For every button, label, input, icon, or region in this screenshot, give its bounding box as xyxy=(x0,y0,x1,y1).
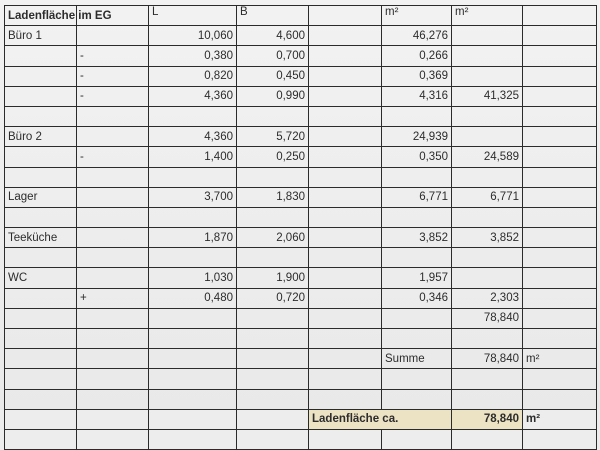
area-cell[interactable]: 3,852 xyxy=(382,228,452,248)
sign-cell[interactable]: - xyxy=(77,147,149,167)
empty-cell[interactable] xyxy=(452,389,523,409)
room-name-cell[interactable]: WC xyxy=(5,268,77,288)
final-area-label[interactable]: Ladenfläche ca. xyxy=(309,409,452,429)
empty-cell[interactable] xyxy=(452,429,523,449)
room-name-cell[interactable] xyxy=(5,248,77,268)
room-total-cell[interactable] xyxy=(452,26,523,46)
table-row xyxy=(5,207,597,227)
empty-cell[interactable] xyxy=(309,207,382,227)
area-cell[interactable] xyxy=(382,106,452,126)
final-area-row xyxy=(5,409,597,429)
room-name-cell[interactable] xyxy=(5,167,77,187)
room-total-cell[interactable]: 3,852 xyxy=(452,228,523,248)
empty-cell[interactable] xyxy=(523,389,597,409)
sign-cell[interactable]: - xyxy=(77,86,149,106)
empty-cell[interactable] xyxy=(309,369,382,389)
width-cell[interactable] xyxy=(237,329,309,349)
empty-cell[interactable] xyxy=(309,127,382,147)
empty-cell[interactable] xyxy=(523,308,597,328)
empty-cell[interactable] xyxy=(77,349,149,369)
area-cell[interactable]: 1,957 xyxy=(382,268,452,288)
table-row xyxy=(5,86,597,106)
empty-cell[interactable] xyxy=(523,268,597,288)
sum-unit[interactable]: m² xyxy=(523,349,597,369)
empty-cell[interactable] xyxy=(309,66,382,86)
table-title[interactable]: Ladenfläche im EG xyxy=(5,6,77,26)
table-row xyxy=(5,308,597,328)
length-cell[interactable]: 1,870 xyxy=(149,228,237,248)
empty-cell[interactable] xyxy=(382,369,452,389)
room-name-cell[interactable] xyxy=(5,207,77,227)
header-cell-empty[interactable] xyxy=(309,6,382,26)
table-row xyxy=(5,228,597,248)
length-cell[interactable]: 1,400 xyxy=(149,147,237,167)
length-cell[interactable]: 4,360 xyxy=(149,86,237,106)
empty-cell[interactable] xyxy=(523,369,597,389)
empty-cell[interactable] xyxy=(237,429,309,449)
width-cell[interactable]: 0,250 xyxy=(237,147,309,167)
width-cell[interactable]: 0,700 xyxy=(237,46,309,66)
header-total-unit[interactable]: m² xyxy=(452,6,523,26)
empty-cell[interactable] xyxy=(237,409,309,429)
room-total-cell[interactable] xyxy=(452,329,523,349)
sign-cell[interactable]: + xyxy=(77,288,149,308)
length-cell[interactable]: 1,030 xyxy=(149,268,237,288)
sign-cell[interactable] xyxy=(77,106,149,126)
table-row xyxy=(5,106,597,126)
room-total-cell[interactable] xyxy=(452,127,523,147)
table-row xyxy=(5,248,597,268)
sign-cell[interactable] xyxy=(77,127,149,147)
area-cell[interactable] xyxy=(382,207,452,227)
empty-cell[interactable] xyxy=(237,369,309,389)
room-name-cell[interactable] xyxy=(5,106,77,126)
table-row xyxy=(5,46,597,66)
width-cell[interactable] xyxy=(237,207,309,227)
length-cell[interactable]: 0,820 xyxy=(149,66,237,86)
header-cell-empty[interactable] xyxy=(523,6,597,26)
width-cell[interactable] xyxy=(237,308,309,328)
room-total-cell[interactable]: 6,771 xyxy=(452,187,523,207)
area-cell[interactable]: 6,771 xyxy=(382,187,452,207)
empty-cell[interactable] xyxy=(523,106,597,126)
room-total-cell[interactable] xyxy=(452,106,523,126)
area-cell[interactable]: 0,369 xyxy=(382,66,452,86)
empty-cell[interactable] xyxy=(309,389,382,409)
room-name-cell[interactable] xyxy=(5,329,77,349)
empty-cell[interactable] xyxy=(309,147,382,167)
table-row xyxy=(5,127,597,147)
empty-cell[interactable] xyxy=(309,429,382,449)
empty-cell[interactable] xyxy=(523,127,597,147)
table-row xyxy=(5,26,597,46)
sign-cell[interactable]: - xyxy=(77,66,149,86)
table-row xyxy=(5,429,597,449)
empty-cell[interactable] xyxy=(523,66,597,86)
empty-cell[interactable] xyxy=(237,349,309,369)
area-cell[interactable]: 0,346 xyxy=(382,288,452,308)
empty-cell[interactable] xyxy=(149,349,237,369)
empty-cell[interactable] xyxy=(523,46,597,66)
area-cell[interactable]: 46,276 xyxy=(382,26,452,46)
empty-cell[interactable] xyxy=(309,46,382,66)
header-row xyxy=(5,6,597,26)
header-width[interactable]: B xyxy=(237,6,309,26)
sign-cell[interactable] xyxy=(77,207,149,227)
room-total-cell[interactable] xyxy=(452,66,523,86)
sign-cell[interactable] xyxy=(77,248,149,268)
table-row xyxy=(5,268,597,288)
room-name-cell[interactable] xyxy=(5,86,77,106)
sign-cell[interactable]: - xyxy=(77,46,149,66)
room-total-cell[interactable]: 2,303 xyxy=(452,288,523,308)
empty-cell[interactable] xyxy=(309,268,382,288)
room-total-cell[interactable]: 24,589 xyxy=(452,147,523,167)
length-cell[interactable] xyxy=(149,308,237,328)
length-cell[interactable] xyxy=(149,167,237,187)
room-total-cell[interactable]: 41,325 xyxy=(452,86,523,106)
empty-cell[interactable] xyxy=(77,409,149,429)
width-cell[interactable]: 0,450 xyxy=(237,66,309,86)
width-cell[interactable] xyxy=(237,106,309,126)
width-cell[interactable]: 0,990 xyxy=(237,86,309,106)
sum-label[interactable]: Summe xyxy=(382,349,452,369)
empty-cell[interactable] xyxy=(523,329,597,349)
length-cell[interactable] xyxy=(149,106,237,126)
room-name-cell[interactable]: Büro 1 xyxy=(5,26,77,46)
sign-cell[interactable] xyxy=(77,329,149,349)
empty-cell[interactable] xyxy=(309,26,382,46)
length-cell[interactable]: 10,060 xyxy=(149,26,237,46)
room-name-cell[interactable]: Teeküche xyxy=(5,228,77,248)
width-cell[interactable]: 5,720 xyxy=(237,127,309,147)
empty-cell[interactable] xyxy=(5,429,77,449)
empty-cell[interactable] xyxy=(309,167,382,187)
sign-cell[interactable] xyxy=(77,26,149,46)
table-row xyxy=(5,167,597,187)
empty-cell[interactable] xyxy=(77,429,149,449)
empty-cell[interactable] xyxy=(5,409,77,429)
table-row xyxy=(5,187,597,207)
table-row xyxy=(5,288,597,308)
empty-cell[interactable] xyxy=(309,329,382,349)
empty-cell[interactable] xyxy=(5,369,77,389)
room-name-cell[interactable] xyxy=(5,66,77,86)
empty-cell[interactable] xyxy=(5,349,77,369)
width-cell[interactable]: 0,720 xyxy=(237,288,309,308)
width-cell[interactable]: 1,830 xyxy=(237,187,309,207)
empty-cell[interactable] xyxy=(309,248,382,268)
area-cell[interactable] xyxy=(382,329,452,349)
header-area-unit[interactable]: m² xyxy=(382,6,452,26)
sign-cell[interactable] xyxy=(77,308,149,328)
room-total-cell[interactable] xyxy=(452,248,523,268)
empty-cell[interactable] xyxy=(149,429,237,449)
length-cell[interactable] xyxy=(149,329,237,349)
width-cell[interactable]: 1,900 xyxy=(237,268,309,288)
sign-cell[interactable] xyxy=(77,167,149,187)
area-cell[interactable] xyxy=(382,248,452,268)
area-cell[interactable]: 0,266 xyxy=(382,46,452,66)
empty-cell[interactable] xyxy=(523,429,597,449)
empty-cell[interactable] xyxy=(523,187,597,207)
empty-cell[interactable] xyxy=(309,228,382,248)
area-cell[interactable] xyxy=(382,308,452,328)
sign-cell[interactable] xyxy=(77,228,149,248)
empty-cell[interactable] xyxy=(309,308,382,328)
empty-cell[interactable] xyxy=(149,369,237,389)
room-name-cell[interactable]: Büro 2 xyxy=(5,127,77,147)
empty-cell[interactable] xyxy=(452,369,523,389)
width-cell[interactable] xyxy=(237,248,309,268)
length-cell[interactable]: 0,480 xyxy=(149,288,237,308)
width-cell[interactable] xyxy=(237,167,309,187)
room-name-cell[interactable] xyxy=(5,288,77,308)
final-area-value[interactable]: 78,840 xyxy=(452,409,523,429)
empty-cell[interactable] xyxy=(149,409,237,429)
empty-cell[interactable] xyxy=(523,26,597,46)
empty-cell[interactable] xyxy=(382,389,452,409)
header-length[interactable]: L xyxy=(149,6,237,26)
empty-cell[interactable] xyxy=(5,389,77,409)
area-cell[interactable]: 24,939 xyxy=(382,127,452,147)
room-total-cell[interactable] xyxy=(452,46,523,66)
room-total-cell[interactable]: 78,840 xyxy=(452,308,523,328)
length-cell[interactable] xyxy=(149,248,237,268)
empty-cell[interactable] xyxy=(309,288,382,308)
empty-cell[interactable] xyxy=(309,106,382,126)
empty-cell[interactable] xyxy=(523,288,597,308)
room-total-cell[interactable] xyxy=(452,207,523,227)
empty-cell[interactable] xyxy=(77,369,149,389)
empty-cell[interactable] xyxy=(523,147,597,167)
table-row xyxy=(5,147,597,167)
empty-cell[interactable] xyxy=(309,349,382,369)
empty-cell[interactable] xyxy=(237,389,309,409)
empty-cell[interactable] xyxy=(309,187,382,207)
width-cell[interactable]: 4,600 xyxy=(237,26,309,46)
length-cell[interactable]: 4,360 xyxy=(149,127,237,147)
empty-cell[interactable] xyxy=(309,86,382,106)
empty-cell[interactable] xyxy=(149,389,237,409)
length-cell[interactable] xyxy=(149,207,237,227)
table-row xyxy=(5,389,597,409)
length-cell[interactable]: 3,700 xyxy=(149,187,237,207)
empty-cell[interactable] xyxy=(523,207,597,227)
area-cell[interactable]: 4,316 xyxy=(382,86,452,106)
room-name-cell[interactable]: Lager xyxy=(5,187,77,207)
area-cell[interactable]: 0,350 xyxy=(382,147,452,167)
room-name-cell[interactable] xyxy=(5,308,77,328)
sign-cell[interactable] xyxy=(77,268,149,288)
width-cell[interactable]: 2,060 xyxy=(237,228,309,248)
table-row xyxy=(5,66,597,86)
length-cell[interactable]: 0,380 xyxy=(149,46,237,66)
empty-cell[interactable] xyxy=(523,228,597,248)
room-name-cell[interactable] xyxy=(5,46,77,66)
room-name-cell[interactable] xyxy=(5,147,77,167)
room-total-cell[interactable] xyxy=(452,268,523,288)
sign-cell[interactable] xyxy=(77,187,149,207)
table-row xyxy=(5,369,597,389)
empty-cell[interactable] xyxy=(523,248,597,268)
empty-cell[interactable] xyxy=(382,429,452,449)
empty-cell[interactable] xyxy=(523,167,597,187)
table-row xyxy=(5,329,597,349)
area-cell[interactable] xyxy=(382,167,452,187)
empty-cell[interactable] xyxy=(523,86,597,106)
sum-value[interactable]: 78,840 xyxy=(452,349,523,369)
sum-row xyxy=(5,349,597,369)
final-area-unit[interactable]: m² xyxy=(523,409,597,429)
room-total-cell[interactable] xyxy=(452,167,523,187)
empty-cell[interactable] xyxy=(77,389,149,409)
area-calculation-table xyxy=(4,5,597,450)
